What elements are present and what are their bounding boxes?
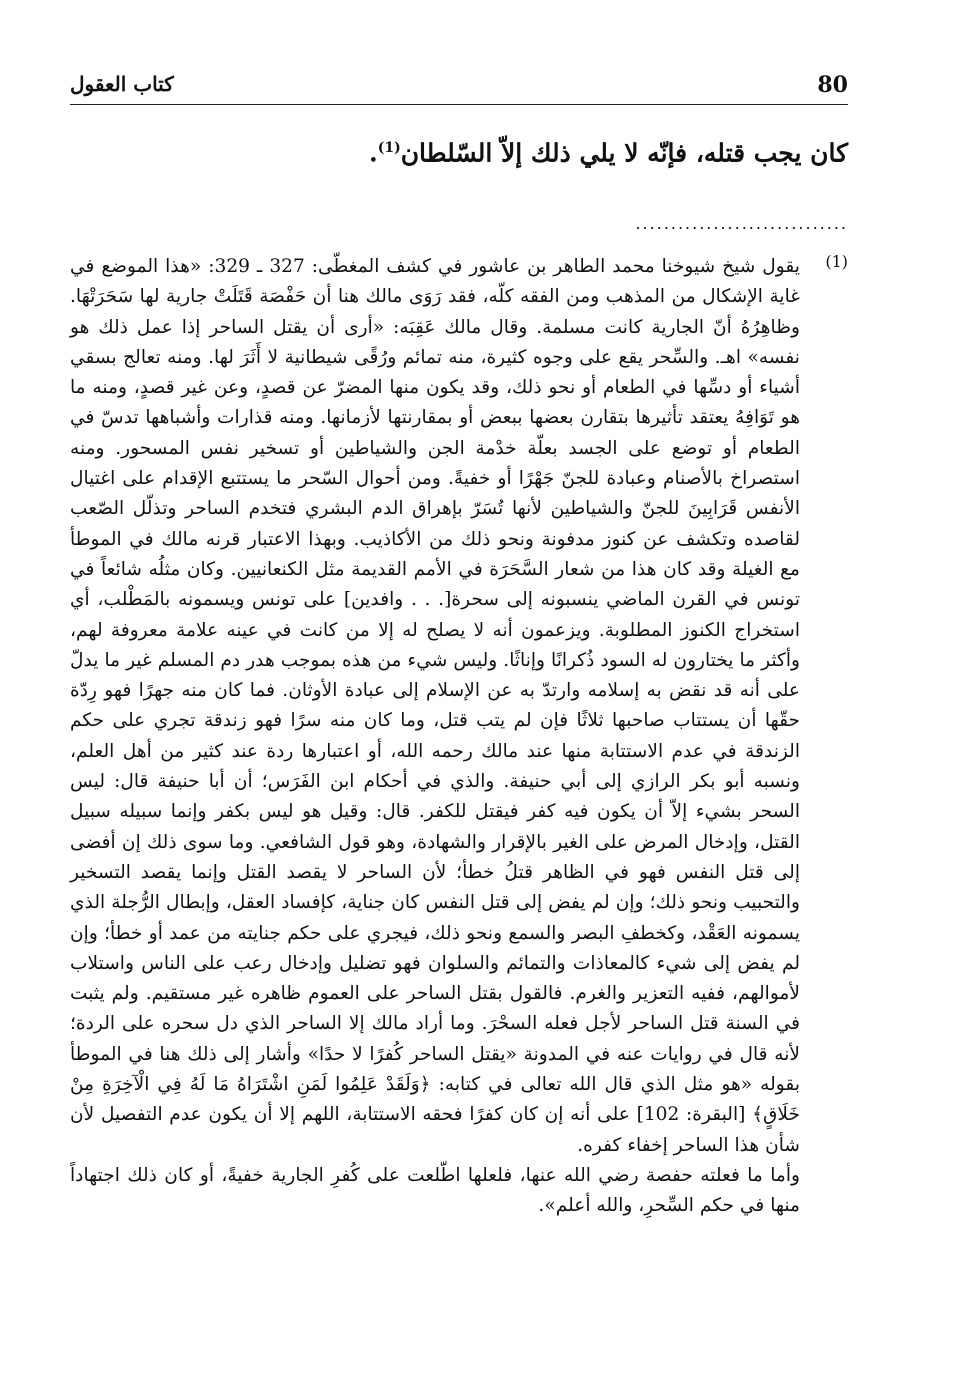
main-text-end: . xyxy=(368,138,378,168)
header-rule xyxy=(70,104,848,105)
running-title: كتاب العقول xyxy=(70,72,174,96)
page-number: 80 xyxy=(817,72,848,98)
footnote xyxy=(70,252,848,1222)
footnote-paragraph-2: وأما ما فعلته حفصة رضي الله عنها، فلعلها اطّلعت على كُفرِ الجارية خفيةً، أو كان ذلك اجتهاداً منها في حكم السِّحرِ، والله أعلم». xyxy=(70,1164,800,1217)
footnote-reference: (1) xyxy=(377,140,401,156)
main-text xyxy=(70,128,848,173)
footnote-body xyxy=(70,252,800,1222)
footnote-paragraph-1: يقول شيخ شيوخنا محمد الطاهر بن عاشور في كشف المغطّى: 327 ـ 329: «هذا الموضع في غاية الإشكال من المذهب ومن الفقه كلّه، فقد رَوَى مالك هنا أن حَفْصَة قَتَلَتْ جارية لها سَحَرَتْهَا. وظاهِرُهُ أنّ الجارية كانت مسلمة. وقال مالك عَقِبَه: «أرى أن يقتل الساحر إذا عمل ذلك هو نفسه» اهـ. والسِّحر يقع على وجوه كثيرة، منه تمائم ورُقًى شيطانية لا أَثَرَ لها. ومنه تعالج بسقي أشياء أو دسِّها في الطعام أو نحو ذلك، وقد يكون منها المضرّ عن قصدٍ، وعن غير قصدٍ، ومنه ما هو تَوَافِهُ يعتقد تأثيرها بتقارن بعضها ببعض أو بمقارنتها لأزمانها. ومنه قذارات وأشباهها تدسّ في الطعام أو توضع على الجسد بعلّة خدْمة الجن والشياطين أو تسخير نفس المسحور. ومنه استصراخ بالأصنام وعبادة للجنّ جَهْرًا أو خفيةً. ومن أحوال السّحر ما يستتبع الإقدام على اغتيال الأنفس قَرَابِينَ للجنّ والشياطين لأنها تُسَرّ بإهراق الدم البشري فتخدم الساحر وتذلّل الصّعب لقاصده وتكشف عن كنوز مدفونة ونحو ذلك من الأكاذيب. وبهذا الاعتبار قرنه مالك في الموطأ مع الغيلة وقد كان هذا من شعار السَّحَرَة في الأمم القديمة مثل الكنعانيين. وكان مثلُه شائعاً في تونس في القرن الماضي ينسبونه إلى سحرة[. . . وافدين] على تونس ويسمونه بالمَطْلب، أي استخراج الكنوز المطلوبة. ويزعمون أنه لا يصلح له إلا من كانت في عينه علامة معروفة لهم، وأكثر ما يختارون له السود ذُكرانًا وإناثًا. وليس شيء من هذه بموجب هدر دم المسلم غير ما يدلّ على أنه قد نقض به إسلامه وارتدّ به عن الإسلام إلى عبادة الأوثان. فما كان منه جهرًا فهو رِدّة حقّها أن يستتاب صاحبها ثلاثًا فإن لم يتب قتل، وما كان منه سرًا فهو زندقة تجري على حكم الزندقة في عدم الاستتابة منها عند مالك رحمه الله، أو اعتبارها ردة عند كثير من أهل العلم، ونسبه أبو بكر الرازي إلى أبي حنيفة. والذي في أحكام ابن الفَرَس؛ أن أبا حنيفة قال: ليس السحر بشيء إلاّ أن يكون فيه كفر فيقتل للكفر. قال: وقيل هو ليس بكفر وإنما سبيله سبيل القتل، وإدخال المرض على الغير بالإقرار والشهادة، وهو قول الشافعي. وما سوى ذلك إن أفضى إلى قتل النفس فهو في الظاهر قتلُ خطأ؛ لأن الساحر لا يقصد القتل وإنما يقصد التسخير والتحبيب ونحو ذلك؛ وإن لم يفض إلى قتل النفس كان جناية، كإفساد العقل، وإبطال الرُّجلة الذي يسمونه العَقْد، وكخطفِ البصر والسمع ونحو ذلك، فيجري على حكم جنايته من عمد أو خطأ؛ وإن لم يفض إلى شيء كالمعاذات والتمائم والسلوان فهو تضليل وإدخال رعب على الناس واستلاب لأموالهم، ففيه التعزير والغرم. فالقول بقتل الساحر على العموم ظاهره غير مستقيم. ولم يثبت في السنة قتل الساحر لأجل فعله السحْرَ. وما أراد مالك إلا الساحر الذي دل سحره على الردة؛ لأنه قال في روايات عنه في المدونة «يقتل الساحر كُفرًا لا حدًا» وأشار إلى ذلك هنا في الموطأ بقوله «هو مثل الذي قال الله تعالى في كتابه: ﴿وَلَقَدْ عَلِمُوا لَمَنِ اشْتَرَاهُ مَا لَهُ فِي الْآخِرَةِ مِنْ خَلَاقٍ﴾ [البقرة: 102] على أنه إن كان كفرًا فحقه الاستتابة، اللهم إلا أن يكون عدم التفصيل لأن شأن هذا الساحر إخفاء كفره. xyxy=(70,256,800,1156)
page-header xyxy=(70,72,848,102)
footnote-marker: (1) xyxy=(825,252,848,271)
footnote-separator: .............................. xyxy=(635,214,848,233)
main-text-body: كان يجب قتله، فإنّه لا يلي ذلك إلاّ السّلطان xyxy=(400,138,848,168)
